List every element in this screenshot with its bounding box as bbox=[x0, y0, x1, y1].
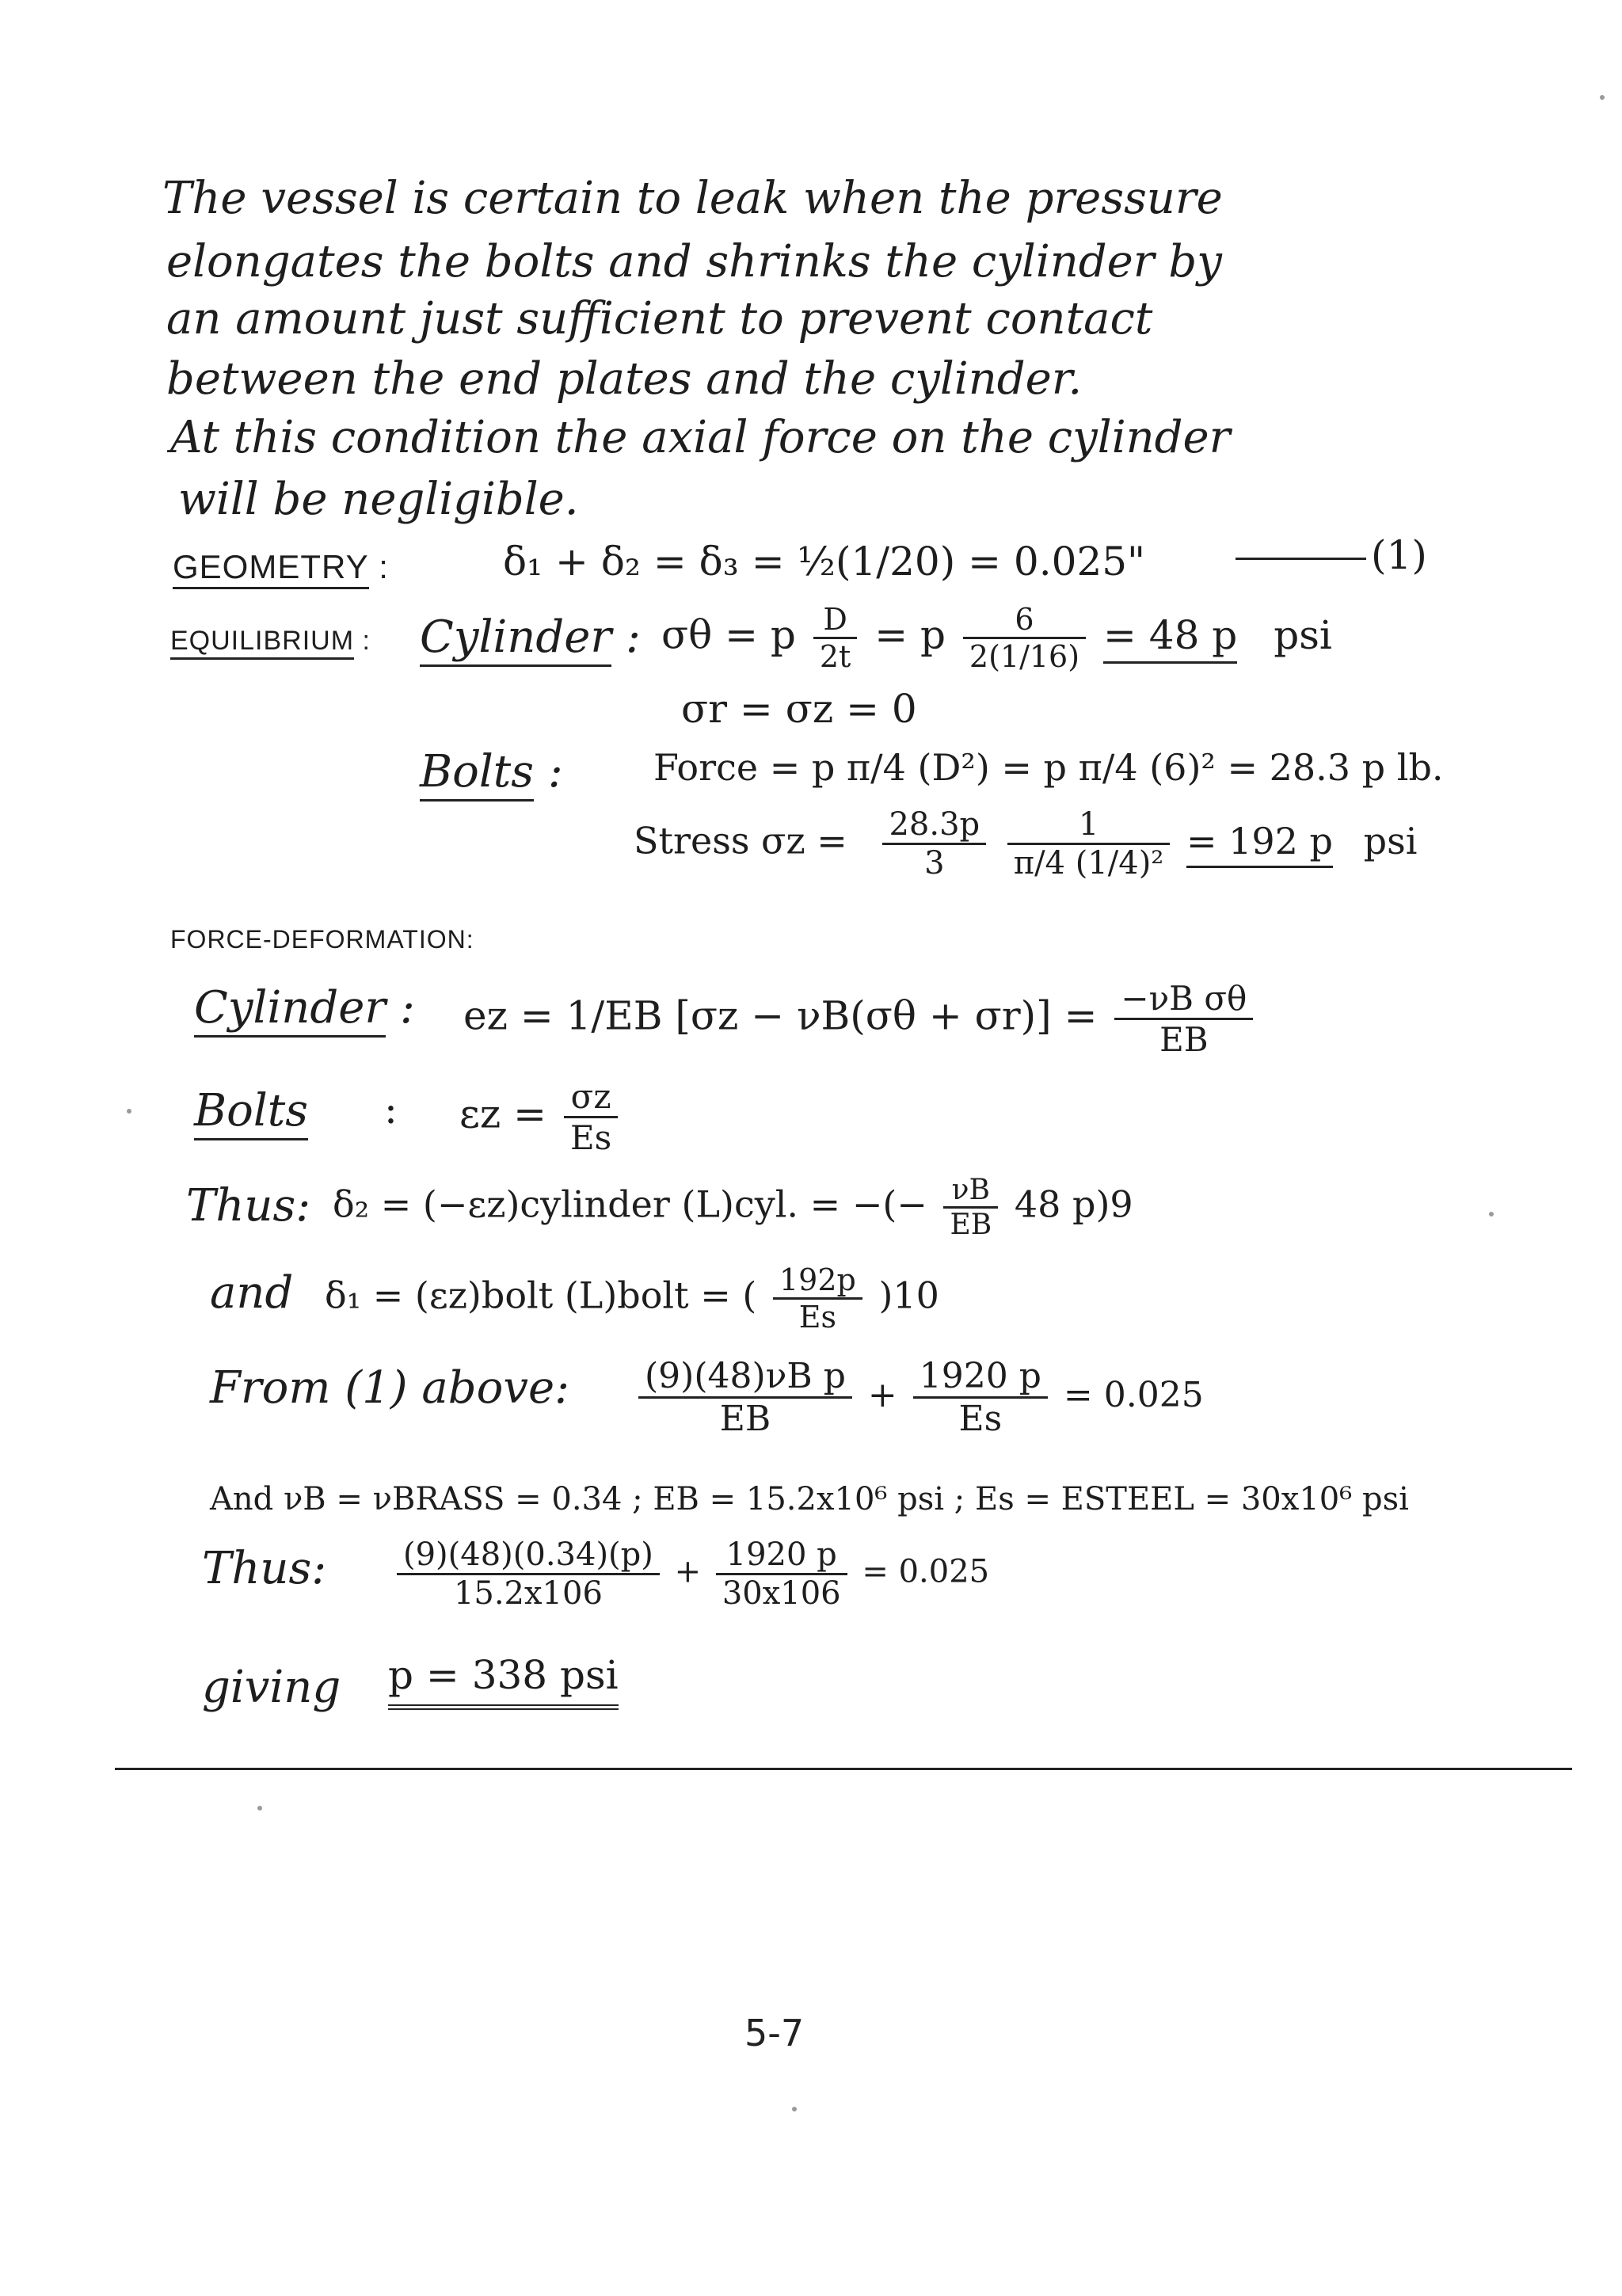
cylinder-strain-equation: ez = 1/EB [σz − νB(σθ + σr)] = $\frac{\text{−νB σθ}}{EB}$ bbox=[463, 979, 1258, 1059]
bolt-strain-equation: εz = $\frac{\sigma z}{Es}$ bbox=[459, 1077, 623, 1157]
bolt-stress-equation: Stress σz = $\frac{28.3p}{3}$ $\frac{1}{\text{π/4 (1/4)²}}$ = 192 p psi bbox=[634, 806, 1418, 881]
fd-cylinder-label: Cylinder : bbox=[194, 982, 415, 1034]
delta-1-equation: δ₁ = (εz)bolt (L)bolt = ( $\frac{192p}{Es}$ )10 bbox=[325, 1262, 939, 1335]
scan-speck bbox=[1489, 1212, 1494, 1217]
bolt-force-equation: Force = p π/4 (D²) = p π/4 (6)² = 28.3 p lb. bbox=[653, 746, 1444, 789]
final-answer: p = 338 psi bbox=[388, 1652, 619, 1698]
intro-line-5: At this condition the axial force on the cylinder bbox=[170, 412, 1231, 463]
page-number: 5-7 bbox=[744, 2012, 805, 2054]
scan-speck bbox=[1600, 95, 1605, 100]
thus-label: Thus: bbox=[186, 1180, 311, 1232]
intro-line-1: The vessel is certain to leak when the pressure bbox=[162, 173, 1223, 224]
thus-2-label: Thus: bbox=[202, 1543, 327, 1594]
and-label: and bbox=[210, 1267, 294, 1319]
colon-bolts: : bbox=[384, 1087, 398, 1133]
bolts-label: Bolts : bbox=[420, 746, 563, 798]
radial-axial-stress: σr = σz = 0 bbox=[681, 686, 917, 732]
force-deformation-label: FORCE-DEFORMATION: bbox=[170, 925, 474, 954]
hoop-stress-equation: σθ = p $\frac{D}{2t}$ = p $\frac{6}{2(1/16)}$ = 48 p psi bbox=[661, 602, 1332, 674]
geometry-label: GEOMETRY : bbox=[173, 548, 389, 586]
equilibrium-label: EQUILIBRIUM : bbox=[170, 626, 371, 657]
intro-line-3: an amount just sufficient to prevent contact bbox=[166, 293, 1153, 345]
section-divider bbox=[115, 1768, 1572, 1770]
geometry-equation: δ₁ + δ₂ = δ₃ = ½(1/20) = 0.025" bbox=[503, 539, 1146, 584]
delta-2-equation: δ₂ = (−εz)cylinder (L)cyl. = −(− $\frac{\nu B}{EB}$ 48 p)9 bbox=[333, 1174, 1133, 1241]
cylinder-label: Cylinder : bbox=[420, 611, 641, 663]
intro-line-6: will be negligible. bbox=[178, 474, 579, 525]
scan-speck bbox=[792, 2107, 797, 2111]
intro-line-4: between the end plates and the cylinder. bbox=[166, 353, 1083, 405]
combined-equation: $\frac{\text{(9)(48)νB p}}{EB}$ + $\frac{1920 p}{Es}$ = 0.025 bbox=[634, 1356, 1204, 1439]
fd-bolts-label: Bolts bbox=[194, 1085, 308, 1137]
numeric-equation: $\frac{(9)(48)(0.34)(p)}{15.2x106}$ + $\frac{1920 p}{30x106}$ = 0.025 bbox=[392, 1536, 989, 1612]
geometry-tag: (1) bbox=[1236, 532, 1427, 578]
scan-speck bbox=[127, 1109, 131, 1114]
from-above-label: From (1) above: bbox=[210, 1362, 569, 1414]
giving-label: giving bbox=[202, 1662, 341, 1713]
scan-speck bbox=[257, 1806, 262, 1811]
intro-line-2: elongates the bolts and shrinks the cylinder by bbox=[166, 236, 1222, 287]
material-properties: And νB = νBRASS = 0.34 ; EB = 15.2x10⁶ psi ; Es = ESTEEL = 30x10⁶ psi bbox=[210, 1481, 1409, 1517]
